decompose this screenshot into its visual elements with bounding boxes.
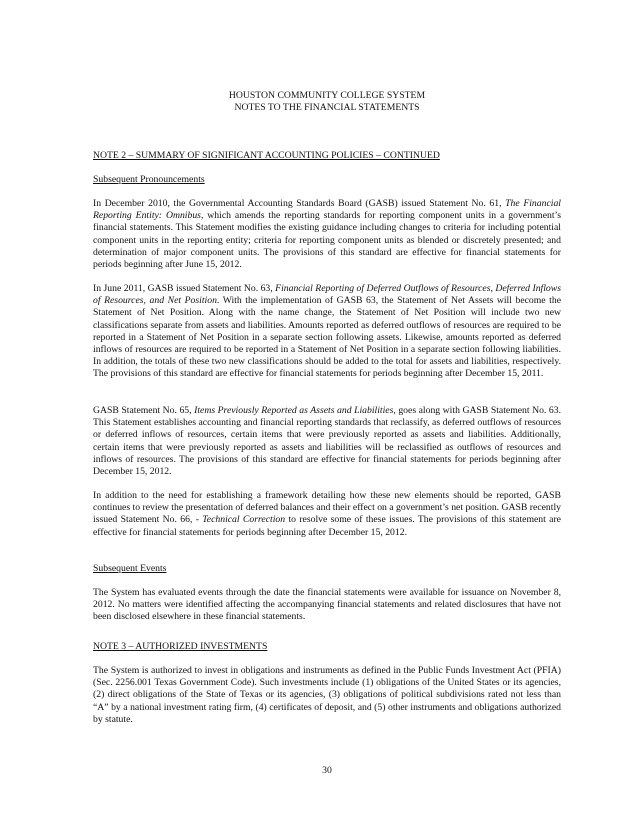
gasb65-paragraph: GASB Statement No. 65, Items Previously Reported as Assets and Liabilities, goes along with GASB Statement No. 63. This Statement establishes accounting and financial reporting standards that reclassify, as deferred outflows of resources or deferred inflows of resources, certain items that were previously reported as assets and liabilities. Additionally, certain items that were previously reported as assets and liabilities will be reclassified as outflows of resources and inflows of resources. The provisions of this standard are effective for financial statements for periods beginning after December 15, 2012.: [93, 405, 562, 478]
subsequent-events-paragraph: The System has evaluated events through the date the financial statements were available for issuance on November 8, 2012. No matters were identified affecting the accompanying financial statements and related disclosures that have not been disclosed elsewhere in these financial statements.: [93, 587, 561, 623]
document-title: NOTES TO THE FINANCIAL STATEMENTS: [234, 102, 420, 113]
authorized-investments-paragraph: The System is authorized to invest in obligations and instruments as defined in the Public Funds Investment Act (PFIA) (Sec. 2256.001 Texas Government Code). Such investments include (1) obligations of the United States or its agencies, (2) direct obligations of the State of Texas or its agencies, (3) obligations of political subdivisions rated not less than “A” by a national investment rating firm, (4) certificates of deposit, and (5) other instruments and obligations authorized by statute.: [93, 665, 561, 725]
gasb63-paragraph: In June 2011, GASB issued Statement No. 63, Financial Reporting of Deferred Outflows of Resources, Deferred Inflows of Resources, and Net Position. With the implementation of GASB 63, the Statement of Net Assets will become the Statement of Net Position. Along with the name change, the Statement of Net Position will include two new classifications separate from assets and liabilities. Amounts reported as deferred outflows of resources are required to be reported in a Statement of Net Position in a separate section following assets. Likewise, amounts reported as deferred inflows of resources are required to be reported in a Statement of Net Position in a separate section following liabilities. In addition, the totals of these two new classifications should be added to the total for assets and liabilities, respectively. The provisions of this standard are effective for financial statements for periods beginning after December 15, 2011.: [93, 283, 561, 380]
gasb66-paragraph: In addition to the need for establishing a framework detailing how these new elements should be reported, GASB continues to review the presentation of deferred balances and their effect on a government’s net position. GASB recently issued Statement No. 66, - Technical Correction to resolve some of these issues. The provisions of this statement are effective for financial statements for periods beginning after December 15, 2012.: [93, 490, 561, 538]
document-page: [93, 0, 561, 826]
subsequent-events-heading: Subsequent Events: [93, 563, 167, 574]
note2-heading: NOTE 2 – SUMMARY OF SIGNIFICANT ACCOUNTING POLICIES – CONTINUED: [93, 150, 440, 161]
document-header: [93, 90, 561, 114]
note3-heading: NOTE 3 – AUTHORIZED INVESTMENTS: [93, 641, 268, 652]
gasb61-paragraph: In December 2010, the Governmental Accounting Standards Board (GASB) issued Statement No. 61, The Financial Reporting Entity: Omnibus, which amends the reporting standards for reporting component units in a government’s financial statements. This Statement modifies the existing guidance including changes to criteria for including potential component units in the reporting entity; criteria for reporting component units as blended or discretely presented; and determination of major component units. The provisions of this standard are effective for financial statements for periods beginning after June 15, 2012.: [93, 198, 561, 271]
page-number: 30: [322, 765, 332, 776]
subsequent-pronouncements-heading: Subsequent Pronouncements: [93, 174, 205, 185]
organization-name: HOUSTON COMMUNITY COLLEGE SYSTEM: [228, 90, 426, 101]
